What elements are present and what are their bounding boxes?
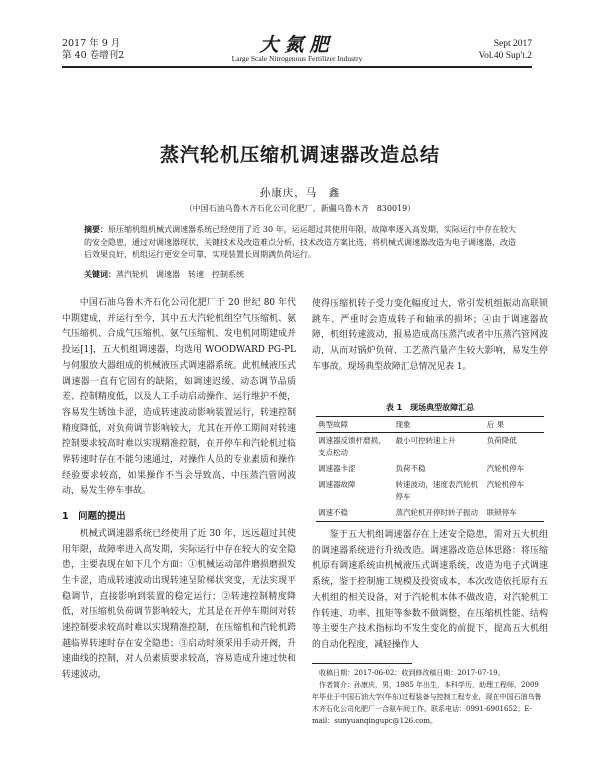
article-affiliation: （中国石油乌鲁木齐石化公司化肥厂，新疆乌鲁木齐 830019） [184, 204, 416, 213]
footnote [312, 667, 548, 727]
continued-paragraph: 使得压缩机转子受力变化幅度过大，常引发机组振动高联锁跳车、严重时会造成转子和轴承的损坏；④由于调速器故障，机组转速波动，报易造成高压蒸汽或者中压蒸汽管网波动，从而对锅炉负荷、工艺蒸汽量产生较大影响，易发生停车事故。现场典型故障汇总情况见表 1。 [312, 299, 548, 372]
journal-name-en: Large Scale Nitrogenous Fertilizer Industry [231, 54, 363, 63]
header-volume-en: Vol.40 Sup't.2 [478, 51, 532, 61]
right-column-top [312, 297, 548, 376]
header-divider [62, 66, 532, 68]
table-row [316, 461, 544, 477]
header-issue-info-en [478, 38, 532, 62]
table-cell: 调速不稳 [316, 505, 394, 522]
table-cell: 联锁停车 [485, 505, 544, 522]
table-caption: 表 1 现场典型故障汇总 [385, 403, 475, 412]
right-column-bottom [312, 528, 548, 654]
table-header-cell: 后 果 [485, 417, 544, 433]
table-cell: 调速器反馈杆磨损、支点松动 [318, 436, 386, 457]
left-column [62, 296, 296, 684]
footnote-divider [312, 663, 412, 664]
abstract-label: 摘要： [84, 225, 109, 234]
section-heading-1: 1 问题的提出 [62, 511, 126, 523]
table-cell: 负荷降低 [486, 436, 517, 445]
table-cell: 调速器卡涩 [318, 464, 356, 473]
table-header-cell: 现象 [394, 417, 485, 433]
section1-paragraph: 机械式调速器系统已经使用了近 30 年，远远超过其使用年限，故障率进入高发期，实际运行中存在较大的安全隐患，主要表现在如下几个方面：①机械运动部件磨损磨损发生卡涩，造成转速波动出现转速呈阶梯状突变，无法实现平稳调节，直接影响到装置的稳定运行；②转速控制精度降低，对压缩机负荷调节影响较大，尤其是在开停车期间对转速控制要求较高时难以实现精准控制，在压缩机和汽轮机跨越临界转速时存在安全隐患；③启动时须采用手动开阀，升速曲线的控制，对人员素质要求较高，容易造成升速过快和转速波动， [62, 528, 296, 681]
header-journal [62, 34, 532, 64]
article-title: 蒸汽轮机压缩机调速器改造总结 [159, 144, 440, 166]
header-date-cn: 2017 年 9 月 [62, 38, 121, 49]
table-cell: 汽轮机停车 [486, 480, 525, 489]
header-date-en: Sept 2017 [493, 39, 532, 49]
table-header-row [316, 417, 544, 433]
table-cell: 转速波动，速度表汽轮机停车 [395, 480, 479, 501]
table-header-cell: 典型故障 [316, 417, 394, 433]
table-row [316, 505, 544, 522]
table-cell: 负荷不稳 [395, 464, 426, 473]
table-row [316, 477, 544, 505]
article-authors: 孙康庆，马 鑫 [259, 187, 341, 199]
table-cell: 调速器故障 [318, 480, 356, 489]
table-cell: 汽轮机停车 [486, 464, 525, 473]
footnote-author-bio: 作者简介：孙康庆，男，1985 年出生，本科学历，助理工程师，2009 年毕业于中国石油大学(华东)过程装备与控制工程专业，现在中国石油乌鲁木齐石化公司化肥厂一合氨车间工作。联系电话：0991-6901652；E-mail：sunyuanqingupc@126.com。 [312, 681, 542, 725]
retrofit-paragraph: 鉴于五大机组调速器存在上述安全隐患，需对五大机组的调速器系统进行升级改造。调速器改造总体思路：将压缩机原有调速系统由机械液压式调速系统，改造为电子式调速系统，鉴于控制施工规模及投资成本，本次改造依托原有五大机组的相关设备，对于汽轮机本体不做改造，对汽轮机工作转速、功率、扭矩等参数不做调整，在压缩机性能、结构等主要生产技术指标均不发生变化的前提下，提高五大机组的自动化程度，减轻操作人 [312, 530, 548, 650]
page-header [62, 34, 532, 64]
table-cell: 蒸汽轮机开停时转子振动 [394, 505, 485, 522]
abstract-text: 原压缩机组机械式调速器系统已经使用了近 30 年，运运超过其使用年限，故障率逐入高发期，实际运行中存在较大的安全隐患，通过对调速器现状、关键技术及改造难点分析，技术改造方案比选，将机械式调速器改造为电子调速器，改造后效果良好，机组运行更安全可靠，实现装置长周期满负荷运行。 [84, 225, 517, 260]
keywords-label: 关键词： [84, 270, 116, 279]
table-cell: 最小可控转速上升 [395, 436, 456, 445]
intro-paragraph: 中国石油乌鲁木齐石化公司化肥厂于 20 世纪 80 年代中期建成，并运行至今，其中五大汽轮机组空气压缩机、氨气压缩机、合成气压缩机、氨气压缩机、发电机同期建成并投运[1]，五大机组调速器，均选用 WOODWARD PG-PL 与伺服放大器组成的机械液压式调速器系统。此机械液压式调速器一直有它固有的缺陷，如调速迟缓、动态调节品质差、控制精度低，以及人工手动启动操作、运行维护不便，容易发生锈蚀卡涩，造成转速波动影响装置运行，转速控制精度降低，对负荷调节影响较大，尤其在开停工期间对转速控制要求较高时难以实现精准控制，在开停车和汽轮机过临界转速时存在不能匀速通过，对操作人员的专业素质和操作经验要求较高，如果操作不当会导致高、中压蒸汽管网波动，易发生停车事故。 [62, 298, 296, 497]
keywords-text: 蒸汽轮机 调速器 转速 控制系统 [116, 270, 244, 279]
fault-table [316, 402, 544, 522]
table-row [316, 433, 544, 462]
header-volume-cn: 第 40 卷增刊2 [62, 50, 125, 61]
fault-summary-table [316, 416, 544, 522]
journal-logo: 大氮肥 [259, 34, 335, 56]
footnote-received: 收稿日期：2017-06-02；收到修改稿日期：2017-07-19。 [319, 669, 505, 677]
keywords [84, 269, 516, 281]
abstract [84, 224, 516, 262]
